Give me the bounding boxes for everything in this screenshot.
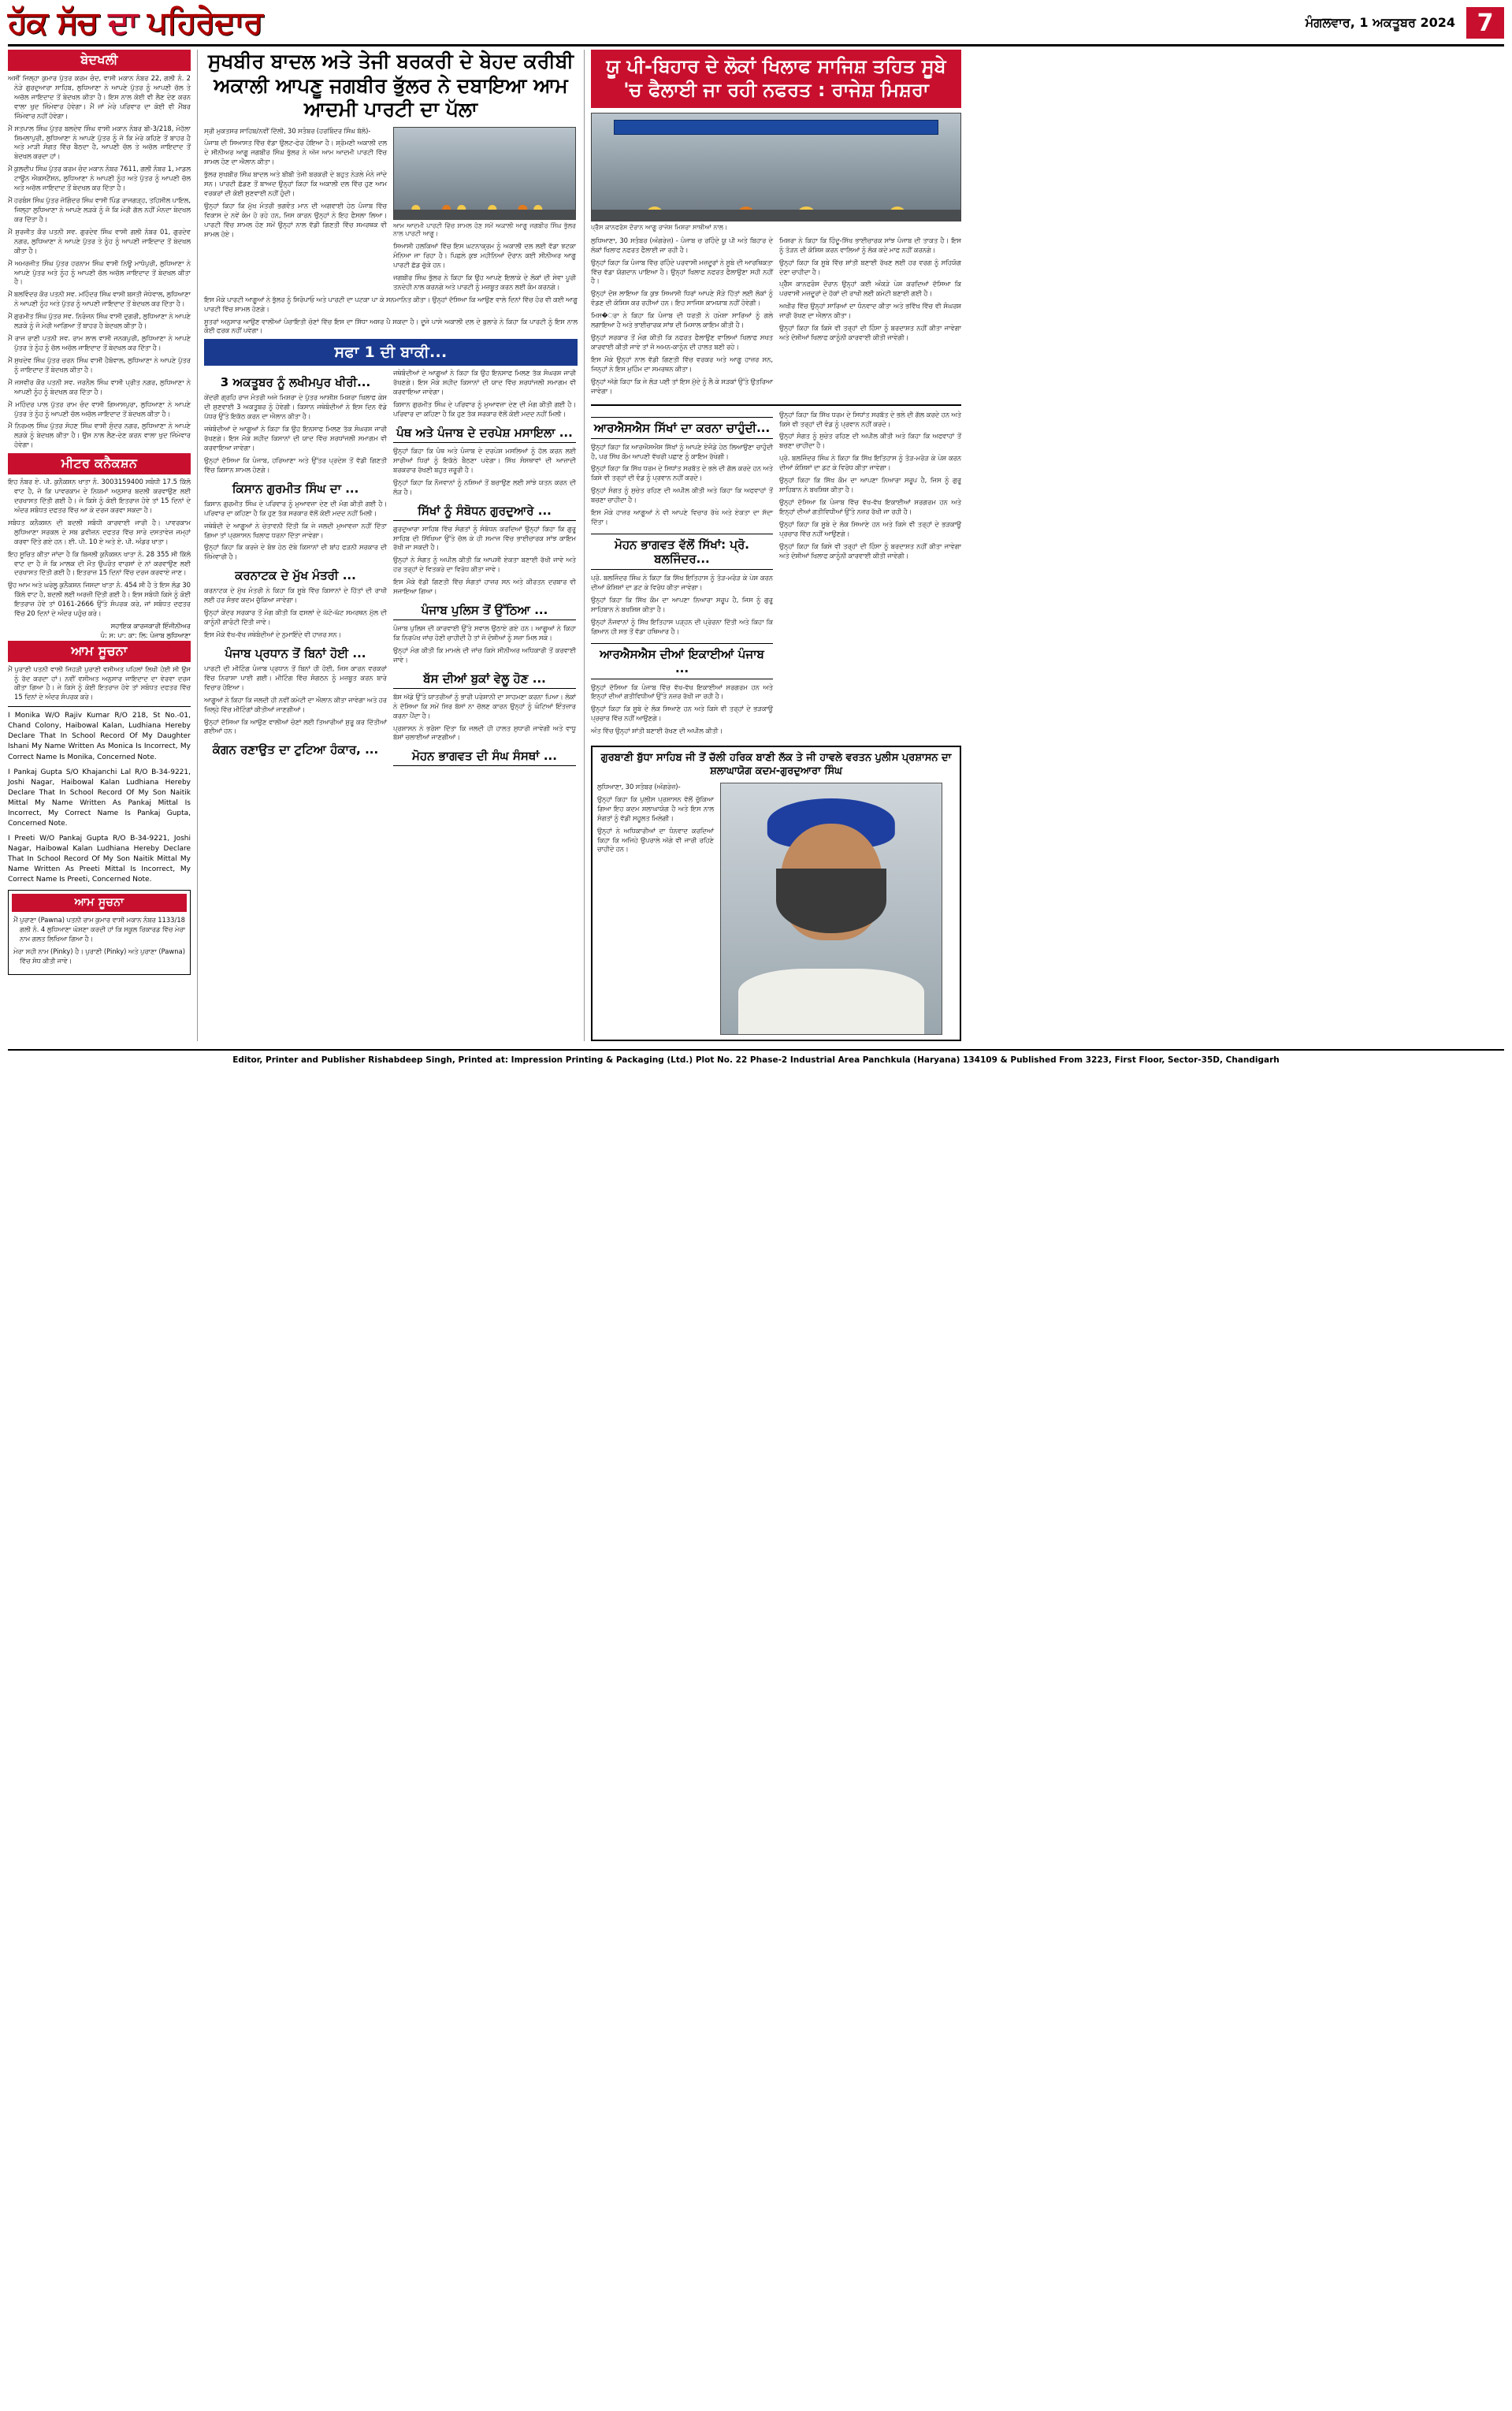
paragraph: ਇਸ ਮੌਕੇ ਹਾਜ਼ਰ ਆਗੂਆਂ ਨੇ ਵੀ ਆਪਣੇ ਵਿਚਾਰ ਰੱਖੇ ਅਤੇ ਏਕਤਾ ਦਾ ਸੱਦਾ ਦਿੱਤਾ। (591, 508, 773, 526)
logo-part2: ਦਾ (108, 5, 138, 41)
paragraph: ਉਨ੍ਹਾਂ ਕਿਹਾ ਕਿ ਪੰਜਾਬ ਵਿੱਚ ਰਹਿੰਦੇ ਪਰਵਾਸੀ ਮਜ਼ਦੂਰਾਂ ਨੇ ਸੂਬੇ ਦੀ ਆਰਥਿਕਤਾ ਵਿੱਚ ਵੱਡਾ ਯੋਗਦਾਨ ਪਾਇਆ ਹੈ। ਉਨ੍ਹਾਂ ਖਿਲਾਫ ਨਫਰਤ ਫੈਲਾਉਣਾ ਸਹੀ ਨਹੀਂ ਹੈ। (591, 258, 773, 285)
paragraph: ਜਗਬੀਰ ਸਿੰਘ ਭੁੱਲਰ ਨੇ ਕਿਹਾ ਕਿ ਉਹ ਆਪਣੇ ਇਲਾਕੇ ਦੇ ਲੋਕਾਂ ਦੀ ਸੇਵਾ ਪੂਰੀ ਤਨਦੇਹੀ ਨਾਲ ਕਰਨਗੇ ਅਤੇ ਪਾਰਟੀ ਨੂੰ ਮਜ਼ਬੂਤ ਕਰਨ ਲਈ ਕੰਮ ਕਰਨਗੇ। (393, 273, 576, 291)
paragraph: ਉਨ੍ਹਾਂ ਨੌਜਵਾਨਾਂ ਨੂੰ ਸਿੱਖ ਇਤਿਹਾਸ ਪੜ੍ਹਨ ਦੀ ਪ੍ਰੇਰਨਾ ਦਿੱਤੀ ਅਤੇ ਕਿਹਾ ਕਿ ਗਿਆਨ ਹੀ ਸਭ ਤੋਂ ਵੱਡਾ ਹਥਿਆਰ ਹੈ। (591, 617, 773, 635)
paragraph: ਸਿਆਸੀ ਹਲਕਿਆਂ ਵਿੱਚ ਇਸ ਘਟਨਾਕ੍ਰਮ ਨੂੰ ਅਕਾਲੀ ਦਲ ਲਈ ਵੱਡਾ ਝਟਕਾ ਮੰਨਿਆ ਜਾ ਰਿਹਾ ਹੈ। ਪਿਛਲੇ ਕੁਝ ਮਹੀਨਿਆਂ ਦੌਰਾਨ ਕਈ ਸੀਨੀਅਰ ਆਗੂ ਪਾਰਟੀ ਛੱਡ ਚੁੱਕੇ ਹਨ। (393, 242, 576, 269)
bottom-box-text (597, 783, 714, 858)
box-head: ਆਰਐਸਐਸ ਸਿੱਖਾਂ ਦਾ ਕਰਨਾ ਚਾਹੁੰਦੀ... (591, 417, 773, 439)
jump-head: ਕਰਨਾਟਕ ਦੇ ਮੁੱਖ ਮੰਤਰੀ ... (235, 568, 356, 583)
section-bar-notice: ਆਮ ਸੂਚਨਾ (8, 641, 191, 662)
box-head: ਆਰਐਸਐਸ ਦੀਆਂ ਇਕਾਈਆਂ ਪੰਜਾਬ ... (591, 643, 773, 679)
jump-head: ਕੰਗਨ ਰਣਾਉਤ ਦਾ ਟੁਟਿਆ ਹੰਕਾਰ, ... (212, 742, 379, 757)
masthead (8, 5, 1504, 47)
paragraph: ਅਖੀਰ ਵਿੱਚ ਉਨ੍ਹਾਂ ਸਾਰਿਆਂ ਦਾ ਧੰਨਵਾਦ ਕੀਤਾ ਅਤੇ ਭਵਿੱਖ ਵਿੱਚ ਵੀ ਸੰਘਰਸ਼ ਜਾਰੀ ਰੱਖਣ ਦਾ ਐਲਾਨ ਕੀਤਾ। (779, 302, 961, 320)
paragraph: ਪਾਰਟੀ ਦੀ ਮੀਟਿੰਗ ਪੰਜਾਬ ਪ੍ਰਧਾਨ ਤੋਂ ਬਿਨਾਂ ਹੀ ਹੋਈ, ਜਿਸ ਕਾਰਨ ਵਰਕਰਾਂ ਵਿੱਚ ਨਿਰਾਸ਼ਾ ਪਾਈ ਗਈ। ਮੀਟਿੰਗ ਵਿੱਚ ਸੰਗਠਨ ਨੂੰ ਮਜ਼ਬੂਤ ਕਰਨ ਬਾਰੇ ਵਿਚਾਰ ਹੋਇਆ। (204, 664, 387, 691)
paragraph: ਉਨ੍ਹਾਂ ਦੱਸਿਆ ਕਿ ਆਉਣ ਵਾਲੀਆਂ ਚੋਣਾਂ ਲਈ ਤਿਆਰੀਆਂ ਸ਼ੁਰੂ ਕਰ ਦਿੱਤੀਆਂ ਗਈਆਂ ਹਨ। (204, 717, 387, 735)
paragraph: ਉਨ੍ਹਾਂ ਕਿਹਾ ਕਿ ਸੂਬੇ ਵਿੱਚ ਸ਼ਾਂਤੀ ਬਣਾਈ ਰੱਖਣ ਲਈ ਹਰ ਵਰਗ ਨੂੰ ਸਹਿਯੋਗ ਦੇਣਾ ਚਾਹੀਦਾ ਹੈ। (779, 258, 961, 276)
paragraph: ਉਨ੍ਹਾਂ ਕਿਹਾ ਕਿ ਸੂਬੇ ਦੇ ਲੋਕ ਸਿਆਣੇ ਹਨ ਅਤੇ ਕਿਸੇ ਵੀ ਤਰ੍ਹਾਂ ਦੇ ਭੜਕਾਊ ਪ੍ਰਚਾਰ ਵਿੱਚ ਨਹੀਂ ਆਉਣਗੇ। (591, 705, 773, 723)
paragraph: ਉਨ੍ਹਾਂ ਕਿਹਾ ਕਿ ਪੁਲੀਸ ਪ੍ਰਸ਼ਾਸਨ ਵੱਲੋਂ ਚੁੱਕਿਆ ਗਿਆ ਇਹ ਕਦਮ ਸ਼ਲਾਘਾਯੋਗ ਹੈ ਅਤੇ ਇਸ ਨਾਲ ਸੰਗਤਾਂ ਨੂੰ ਵੱਡੀ ਸਹੂਲਤ ਮਿਲੇਗੀ। (597, 794, 714, 822)
jump-col-b (393, 369, 576, 770)
signature-line-1: ਸਹਾਇਕ ਕਾਰਜਕਾਰੀ ਇੰਜੀਨੀਅਰ (110, 622, 191, 631)
paragraph: ਜਥੇਬੰਦੀਆਂ ਦੇ ਆਗੂਆਂ ਨੇ ਕਿਹਾ ਕਿ ਉਹ ਇਨਸਾਫ ਮਿਲਣ ਤੱਕ ਸੰਘਰਸ਼ ਜਾਰੀ ਰੱਖਣਗੇ। ਇਸ ਮੌਕੇ ਸ਼ਹੀਦ ਕਿਸਾਨਾਂ ਦੀ ਯਾਦ ਵਿੱਚ ਸ਼ਰਧਾਂਜਲੀ ਸਮਾਗਮ ਵੀ ਕਰਵਾਇਆ ਜਾਵੇਗਾ। (393, 369, 576, 396)
paragraph: ਉਨ੍ਹਾਂ ਸੰਗਤ ਨੂੰ ਸੁਚੇਤ ਰਹਿਣ ਦੀ ਅਪੀਲ ਕੀਤੀ ਅਤੇ ਕਿਹਾ ਕਿ ਅਫਵਾਹਾਂ ਤੋਂ ਬਚਣਾ ਚਾਹੀਦਾ ਹੈ। (779, 432, 961, 450)
section-bar-meter: ਮੀਟਰ ਕਨੈਕਸ਼ਨ (8, 453, 191, 474)
paragraph: ਪ੍ਰੈੱਸ ਕਾਨਫਰੰਸ ਦੌਰਾਨ ਉਨ੍ਹਾਂ ਕਈ ਅੰਕੜੇ ਪੇਸ਼ ਕਰਦਿਆਂ ਦੱਸਿਆ ਕਿ ਪਰਵਾਸੀ ਮਜ਼ਦੂਰਾਂ ਦੇ ਹੱਕਾਂ ਦੀ ਰਾਖੀ ਲਈ ਕਮੇਟੀ ਬਣਾਈ ਗਈ ਹੈ। (779, 280, 961, 298)
bottom-box-head: ਗੁਰਬਾਣੀ ਬੁੱਧਾ ਸਾਹਿਬ ਜੀ ਤੋਂ ਚੱਲੀ ਹਰਿਕ ਬਾਣੀ ਲੱਕ ਤੇ ਜੀ ਹਾਵਲੇ ਵਰਤਨ ਪੁਲੀਸ ਪ੍ਰਸ਼ਾਸਨ ਦਾ ਸ਼ਲਾਘਾਯੋਗ ਕਦਮ-ਗੁਰਦੁਆਰਾ ਸਿੰਘ (600, 752, 952, 778)
list-item: I Pankaj Gupta S/O Khajanchi Lal R/O B-34-9221, Joshi Nagar, Haibowal Kalan Ludhiana Hereby Declare That In School Record Of My Son Naitik Mittal My Name Written As Pankaj Mittal Is Incorrect, My Correct Name Is Pankaj Gupta, Concerned Note. (8, 768, 191, 828)
paragraph: ਪੰਜਾਬ ਦੀ ਸਿਆਸਤ ਵਿੱਚ ਵੱਡਾ ਉਲਟ-ਫੇਰ ਹੋਇਆ ਹੈ। ਸ਼੍ਰੋਮਣੀ ਅਕਾਲੀ ਦਲ ਦੇ ਸੀਨੀਅਰ ਆਗੂ ਜਗਬੀਰ ਸਿੰਘ ਭੁੱਲਰ ਨੇ ਅੱਜ ਆਮ ਆਦਮੀ ਪਾਰਟੀ ਵਿੱਚ ਸ਼ਾਮਲ ਹੋਣ ਦਾ ਐਲਾਨ ਕੀਤਾ। (204, 139, 387, 166)
paragraph: ਭੁੱਲਰ ਸੁਖਬੀਰ ਸਿੰਘ ਬਾਦਲ ਅਤੇ ਬੀਬੀ ਤੇਜੀ ਬਰਕਰੀ ਦੇ ਬਹੁਤ ਨੇੜਲੇ ਮੰਨੇ ਜਾਂਦੇ ਸਨ। ਪਾਰਟੀ ਛੱਡਣ ਤੋਂ ਬਾਅਦ ਉਨ੍ਹਾਂ ਕਿਹਾ ਕਿ ਅਕਾਲੀ ਦਲ ਵਿੱਚ ਹੁਣ ਆਮ ਵਰਕਰਾਂ ਦੀ ਕੋਈ ਸੁਣਵਾਈ ਨਹੀਂ ਹੁੰਦੀ। (204, 170, 387, 198)
list-item: ਮੈਂ ਸਤਪਾਲ ਸਿੰਘ ਪੁੱਤਰ ਬਲਦੇਵ ਸਿੰਘ ਵਾਸੀ ਮਕਾਨ ਨੰਬਰ ਬੀ-3/218, ਮੋਹੱਲਾ ਸ਼ਿਮਲਾਪੁਰੀ, ਲੁਧਿਆਣਾ ਨੇ ਆਪਣੇ ਪੁੱਤਰ ਨੂੰ ਜੋ ਕਿ ਮੇਰੇ ਕਹਿਣੇ ਤੋਂ ਬਾਹਰ ਹੈ ਅਤੇ ਮਾੜੀ ਸੰਗਤ ਵਿੱਚ ਬੈਠਦਾ ਹੈ, ਆਪਣੀ ਚੱਲ ਤੇ ਅਚੱਲ ਜਾਇਦਾਦ ਤੋਂ ਬੇਦਖਲ ਕਰਦਾ ਹਾਂ। (8, 124, 191, 161)
section-bar-bedakhli: ਬੇਦਖਲੀ (8, 50, 191, 71)
paragraph: ਉਨ੍ਹਾਂ ਦੱਸਿਆ ਕਿ ਪੰਜਾਬ, ਹਰਿਆਣਾ ਅਤੇ ਉੱਤਰ ਪ੍ਰਦੇਸ਼ ਤੋਂ ਵੱਡੀ ਗਿਣਤੀ ਵਿੱਚ ਕਿਸਾਨ ਸ਼ਾਮਲ ਹੋਣਗੇ। (204, 456, 387, 474)
paragraph: ਜਥੇਬੰਦੀਆਂ ਦੇ ਆਗੂਆਂ ਨੇ ਕਿਹਾ ਕਿ ਉਹ ਇਨਸਾਫ ਮਿਲਣ ਤੱਕ ਸੰਘਰਸ਼ ਜਾਰੀ ਰੱਖਣਗੇ। ਇਸ ਮੌਕੇ ਸ਼ਹੀਦ ਕਿਸਾਨਾਂ ਦੀ ਯਾਦ ਵਿੱਚ ਸ਼ਰਧਾਂਜਲੀ ਸਮਾਗਮ ਵੀ ਕਰਵਾਇਆ ਜਾਵੇਗਾ। (204, 425, 387, 452)
lead-headline: ਸੁਖਬੀਰ ਬਾਦਲ ਅਤੇ ਤੇਜੀ ਬਰਕਰੀ ਦੇ ਬੇਹਦ ਕਰੀਬੀ ਅਕਾਲੀ ਆਪਣੂ ਜਗਬੀਰ ਭੁੱਲਰ ਨੇ ਦਬਾਇਆ ਆਮ ਆਦਮੀ ਪਾਰਟੀ ਦਾ ਪੱਲਾ (207, 50, 574, 121)
masthead-right (1306, 7, 1504, 39)
paragraph: ਉਨ੍ਹਾਂ ਕਿਹਾ ਕਿ ਸੂਬੇ ਦੇ ਲੋਕ ਸਿਆਣੇ ਹਨ ਅਤੇ ਕਿਸੇ ਵੀ ਤਰ੍ਹਾਂ ਦੇ ਭੜਕਾਊ ਪ੍ਰਚਾਰ ਵਿੱਚ ਨਹੀਂ ਆਉਣਗੇ। (779, 519, 961, 538)
publication-date: ਮੰਗਲਵਾਰ, 1 ਅਕਤੂਬਰ 2024 (1305, 15, 1455, 30)
list-item: ਅਸੀਂ ਜਿਲ੍ਹਾ ਕੁਮਾਰ ਪੁੱਤਰ ਕਰਮ ਚੰਦ, ਵਾਸੀ ਮਕਾਨ ਨੰਬਰ 22, ਗਲੀ ਨੰ. 2 ਨੇੜੇ ਗੁਰਦੁਆਰਾ ਸਾਹਿਬ, ਲੁਧਿਆਣਾ ਨੇ ਆਪਣੇ ਪੁੱਤਰ ਨੂੰ ਆਪਣੀ ਚੱਲ ਤੇ ਅਚੱਲ ਜਾਇਦਾਦ ਤੋਂ ਬੇਦਖਲ ਕੀਤਾ ਹੈ। ਇਸ ਨਾਲ ਕੋਈ ਵੀ ਲੈਣ ਦੇਣ ਕਰਨ ਵਾਲਾ ਖੁਦ ਜਿੰਮੇਵਾਰ ਹੋਵੇਗਾ। ਮੈਂ ਜਾਂ ਮੇਰੇ ਪਰਿਵਾਰ ਦਾ ਕੋਈ ਵੀ ਮੈਂਬਰ ਜਿੰਮੇਵਾਰ ਨਹੀਂ ਹੋਵੇਗਾ। (8, 74, 191, 120)
jump-head: ਪੰਥ ਅਤੇ ਪੰਜਾਬ ਦੇ ਦਰਪੇਸ਼ ਮਸਾਇਲਾ ... (393, 426, 576, 443)
paragraph: ਇਸ ਮੌਕੇ ਪਾਰਟੀ ਆਗੂਆਂ ਨੇ ਭੁੱਲਰ ਨੂੰ ਸਿਰੋਪਾਓ ਅਤੇ ਪਾਰਟੀ ਦਾ ਪਟਕਾ ਪਾ ਕੇ ਸਨਮਾਨਿਤ ਕੀਤਾ। ਉਨ੍ਹਾਂ ਦੱਸਿਆ ਕਿ ਆਉਣ ਵਾਲੇ ਦਿਨਾਂ ਵਿੱਚ ਹੋਰ ਵੀ ਕਈ ਆਗੂ ਪਾਰਟੀ ਵਿੱਚ ਸ਼ਾਮਲ ਹੋਣਗੇ। (204, 295, 578, 313)
paragraph: ਗੁਰਦੁਆਰਾ ਸਾਹਿਬ ਵਿੱਚ ਸੰਗਤਾਂ ਨੂੰ ਸੰਬੋਧਨ ਕਰਦਿਆਂ ਉਨ੍ਹਾਂ ਕਿਹਾ ਕਿ ਗੁਰੂ ਸਾਹਿਬ ਦੀ ਸਿੱਖਿਆ ਉੱਤੇ ਚੱਲ ਕੇ ਹੀ ਸਮਾਜ ਵਿੱਚ ਭਾਈਚਾਰਕ ਸਾਂਝ ਕਾਇਮ ਰੱਖੀ ਜਾ ਸਕਦੀ ਹੈ। (393, 524, 576, 552)
list-item: ਮੈਂ ਜਸਵੀਰ ਕੌਰ ਪਤਨੀ ਸਵ. ਜਰਨੈਲ ਸਿੰਘ ਵਾਸੀ ਪ੍ਰੀਤ ਨਗਰ, ਲੁਧਿਆਣਾ ਨੇ ਆਪਣੀ ਨੂੰਹ ਨੂੰ ਬੇਦਖਲ ਕਰ ਦਿੱਤਾ ਹੈ। (8, 378, 191, 396)
paragraph: ਉਨ੍ਹਾਂ ਕਿਹਾ ਕਿ ਸਿੱਖ ਧਰਮ ਦੇ ਸਿਧਾਂਤ ਸਰਬੱਤ ਦੇ ਭਲੇ ਦੀ ਗੱਲ ਕਰਦੇ ਹਨ ਅਤੇ ਕਿਸੇ ਵੀ ਤਰ੍ਹਾਂ ਦੀ ਵੰਡ ਨੂੰ ਪ੍ਰਵਾਨ ਨਹੀਂ ਕਰਦੇ। (779, 410, 961, 428)
paragraph: ਇਸ ਮੌਕੇ ਵੱਡੀ ਗਿਣਤੀ ਵਿੱਚ ਸੰਗਤਾਂ ਹਾਜ਼ਰ ਸਨ ਅਤੇ ਕੀਰਤਨ ਦਰਬਾਰ ਵੀ ਸਜਾਇਆ ਗਿਆ। (393, 578, 576, 596)
beard-shape (776, 869, 886, 934)
paragraph: ਉਨ੍ਹਾਂ ਕੇਂਦਰ ਸਰਕਾਰ ਤੋਂ ਮੰਗ ਕੀਤੀ ਕਿ ਫਸਲਾਂ ਦੇ ਘੱਟੋ-ਘੱਟ ਸਮਰਥਨ ਮੁੱਲ ਦੀ ਕਾਨੂੰਨੀ ਗਾਰੰਟੀ ਦਿੱਤੀ ਜਾਵੇ। (204, 608, 387, 627)
list-item: ਮੈਂ ਕੁਲਦੀਪ ਸਿੰਘ ਪੁੱਤਰ ਕਰਮ ਚੰਦ ਮਕਾਨ ਨੰਬਰ 7611, ਗਲੀ ਨੰਬਰ 1, ਮਾਡਲ ਟਾਊਨ ਐਕਸਟੈਂਸ਼ਨ, ਲੁਧਿਆਣਾ ਨੇ ਆਪਣੀ ਨੂੰਹ ਅਤੇ ਪੁੱਤਰ ਨੂੰ ਆਪਣੀ ਚੱਲ ਅਤੇ ਅਚੱਲ ਜਾਇਦਾਦ ਤੋਂ ਬੇਦਖਲ ਕਰ ਦਿੱਤਾ ਹੈ। (8, 165, 191, 192)
dateline: ਲੁਧਿਆਣਾ, 30 ਸਤੰਬਰ (ਅੰਗਰੇਜ਼)- (597, 782, 681, 791)
press-photo-caption: ਪ੍ਰੈੱਸ ਕਾਨਫਰੰਸ ਦੌਰਾਨ ਆਗੂ ਰਾਜੇਸ਼ ਮਿਸ਼ਰਾ ਸਾਥੀਆਂ ਨਾਲ। (591, 224, 728, 231)
list-item: ਮੇਰਾ ਸਹੀ ਨਾਮ (Pinky) ਹੈ। ਪੁਰਾਣੀ (Pinky) ਅਤੇ ਪੁਰਾਣਾ (Pawna) ਵਿੱਚ ਸੋਧ ਕੀਤੀ ਜਾਵੇ। (13, 947, 185, 965)
list-item: ਮੈਂ ਅਮਰਜੀਤ ਸਿੰਘ ਪੁੱਤਰ ਹਰਨਾਮ ਸਿੰਘ ਵਾਸੀ ਨਿਊ ਮਾਧੋਪੁਰੀ, ਲੁਧਿਆਣਾ ਨੇ ਆਪਣੇ ਪੁੱਤਰ ਅਤੇ ਨੂੰਹ ਨੂੰ ਆਪਣੀ ਚੱਲ ਅਚੱਲ ਜਾਇਦਾਦ ਤੋਂ ਬੇਦਖਲ ਕੀਤਾ ਹੈ। (8, 259, 191, 286)
section-bar-notice-2: ਆਮ ਸੂਚਨਾ (12, 894, 187, 912)
notice-english-list (8, 711, 191, 885)
list-item: ਮੈਂ ਰਾਜ ਰਾਣੀ ਪਤਨੀ ਸਵ. ਰਾਮ ਲਾਲ ਵਾਸੀ ਜਨਕਪੁਰੀ, ਲੁਧਿਆਣਾ ਨੇ ਆਪਣੇ ਪੁੱਤਰ ਤੇ ਨੂੰਹ ਨੂੰ ਚੱਲ ਅਚੱਲ ਜਾਇਦਾਦ ਤੋਂ ਬੇਦਖਲ ਕਰ ਦਿੱਤਾ ਹੈ। (8, 334, 191, 352)
paragraph: ਸੂਤਰਾਂ ਅਨੁਸਾਰ ਆਉਣ ਵਾਲੀਆਂ ਪੰਚਾਇਤੀ ਚੋਣਾਂ ਵਿੱਚ ਇਸ ਦਾ ਸਿੱਧਾ ਅਸਰ ਪੈ ਸਕਦਾ ਹੈ। ਦੂਜੇ ਪਾਸੇ ਅਕਾਲੀ ਦਲ ਦੇ ਬੁਲਾਰੇ ਨੇ ਕਿਹਾ ਕਿ ਪਾਰਟੀ ਨੂੰ ਇਸ ਨਾਲ ਕੋਈ ਫਰਕ ਨਹੀਂ ਪਵੇਗਾ। (204, 317, 578, 335)
list-item: I Monika W/O Rajiv Kumar R/O 218, St No.-01, Chand Colony, Haibowal Kalan, Ludhiana Hereby Declare That In School Record Of My Daughter Ishani My Name Written As Monica Is Incorrect, My Correct Name Is Monika, Concerned Note. (8, 712, 191, 761)
column-classifieds (8, 50, 191, 975)
paragraph: ਪ੍ਰਸ਼ਾਸਨ ਨੇ ਭਰੋਸਾ ਦਿੱਤਾ ਕਿ ਜਲਦੀ ਹੀ ਹਾਲਤ ਸੁਧਾਰੀ ਜਾਵੇਗੀ ਅਤੇ ਵਾਧੂ ਬੱਸਾਂ ਚਲਾਈਆਂ ਜਾਣਗੀਆਂ। (393, 724, 576, 742)
lead-photo (393, 127, 576, 220)
column-divider (584, 50, 585, 1041)
paragraph: ਉਨ੍ਹਾਂ ਕਿਹਾ ਕਿ ਸਿੱਖ ਕੌਮ ਦਾ ਆਪਣਾ ਨਿਆਰਾ ਸਰੂਪ ਹੈ, ਜਿਸ ਨੂੰ ਗੁਰੂ ਸਾਹਿਬਾਨ ਨੇ ਬਖਸ਼ਿਸ਼ ਕੀਤਾ ਹੈ। (591, 595, 773, 613)
paragraph: ਉਨ੍ਹਾਂ ਕਿਹਾ ਕਿ ਪੰਥ ਅਤੇ ਪੰਜਾਬ ਦੇ ਦਰਪੇਸ਼ ਮਸਲਿਆਂ ਨੂੰ ਹੱਲ ਕਰਨ ਲਈ ਸਾਰੀਆਂ ਧਿਰਾਂ ਨੂੰ ਇਕੱਠੇ ਬੈਠਣਾ ਪਵੇਗਾ। ਸਿੱਖ ਸੰਸਥਾਵਾਂ ਦੀ ਆਜ਼ਾਦੀ ਬਰਕਰਾਰ ਰੱਖਣੀ ਬਹੁਤ ਜ਼ਰੂਰੀ ਹੈ। (393, 447, 576, 474)
paragraph: ਜਥੇਬੰਦੀ ਦੇ ਆਗੂਆਂ ਨੇ ਚੇਤਾਵਨੀ ਦਿੱਤੀ ਕਿ ਜੇ ਜਲਦੀ ਮੁਆਵਜ਼ਾ ਨਹੀਂ ਦਿੱਤਾ ਗਿਆ ਤਾਂ ਪ੍ਰਸ਼ਾਸਨ ਖਿਲਾਫ ਧਰਨਾ ਦਿੱਤਾ ਜਾਵੇਗਾ। (204, 521, 387, 539)
paragraph: ਮਿਸ਼ਰਾ ਨੇ ਕਿਹਾ ਕਿ ਹਿੰਦੂ-ਸਿੱਖ ਭਾਈਚਾਰਕ ਸਾਂਝ ਪੰਜਾਬ ਦੀ ਤਾਕਤ ਹੈ। ਇਸ ਨੂੰ ਤੋੜਨ ਦੀ ਕੋਸ਼ਿਸ਼ ਕਰਨ ਵਾਲਿਆਂ ਨੂੰ ਲੋਕ ਕਦੇ ਮਾਫ ਨਹੀਂ ਕਰਨਗੇ। (779, 236, 961, 254)
paragraph: ਕੇਂਦਰੀ ਗ੍ਰਹਿ ਰਾਜ ਮੰਤਰੀ ਅਜੇ ਮਿਸ਼ਰਾ ਦੇ ਪੁੱਤਰ ਆਸ਼ੀਸ਼ ਮਿਸ਼ਰਾ ਖਿਲਾਫ ਕੇਸ ਦੀ ਸੁਣਵਾਈ 3 ਅਕਤੂਬਰ ਨੂੰ ਹੋਵੇਗੀ। ਕਿਸਾਨ ਜਥੇਬੰਦੀਆਂ ਨੇ ਇਸ ਦਿਨ ਵੱਡੇ ਪੱਧਰ ਉੱਤੇ ਇਕੱਠ ਕਰਨ ਦਾ ਐਲਾਨ ਕੀਤਾ ਹੈ। (204, 393, 387, 421)
list-item: ਮੈਂ ਪੁਰਾਣਾ (Pawna) ਪਤਨੀ ਰਾਮ ਕੁਮਾਰ ਵਾਸੀ ਮਕਾਨ ਨੰਬਰ 1133/18 ਗਲੀ ਨੰ. 4 ਲੁਧਿਆਣਾ ਘੋਸ਼ਣਾ ਕਰਦੀ ਹਾਂ ਕਿ ਸਕੂਲ ਰਿਕਾਰਡ ਵਿੱਚ ਮੇਰਾ ਨਾਮ ਗਲਤ ਲਿਖਿਆ ਗਿਆ ਹੈ। (13, 916, 185, 943)
paragraph: ਉਨ੍ਹਾਂ ਸਰਕਾਰ ਤੋਂ ਮੰਗ ਕੀਤੀ ਕਿ ਨਫਰਤ ਫੈਲਾਉਣ ਵਾਲਿਆਂ ਖਿਲਾਫ ਸਖਤ ਕਾਰਵਾਈ ਕੀਤੀ ਜਾਵੇ ਤਾਂ ਜੋ ਅਮਨ-ਕਾਨੂੰਨ ਦੀ ਹਾਲਤ ਬਣੀ ਰਹੇ। (591, 333, 773, 352)
page-columns (8, 50, 1504, 1041)
column-divider (197, 50, 198, 1041)
jump-head: ਸਿੱਖਾਂ ਨੂੰ ਸੰਬੋਧਨ ਗੁਰਦੁਆਰੇ ... (393, 504, 576, 521)
box-head: ਮੋਹਨ ਭਾਗਵਤ ਵੱਲੋਂ ਸਿੱਖਾਂ: ਪ੍ਰੋ. ਬਲਜਿੰਦਰ... (591, 534, 773, 570)
list-item: ਮੈਂ ਨਿਰਮਲ ਸਿੰਘ ਪੁੱਤਰ ਸੋਹਣ ਸਿੰਘ ਵਾਸੀ ਸੁੰਦਰ ਨਗਰ, ਲੁਧਿਆਣਾ ਨੇ ਆਪਣੇ ਲੜਕੇ ਨੂੰ ਬੇਦਖਲ ਕੀਤਾ ਹੈ। ਉਸ ਨਾਲ ਲੈਣ-ਦੇਣ ਕਰਨ ਵਾਲਾ ਖੁਦ ਜਿੰਮੇਵਾਰ ਹੋਵੇਗਾ। (8, 422, 191, 449)
list-item: ਮੈਂ ਸੁਖਦੇਵ ਸਿੰਘ ਪੁੱਤਰ ਚਰਨ ਸਿੰਘ ਵਾਸੀ ਹੈਬੋਵਾਲ, ਲੁਧਿਆਣਾ ਨੇ ਆਪਣੇ ਪੁੱਤਰ ਨੂੰ ਜਾਇਦਾਦ ਤੋਂ ਬੇਦਖਲ ਕੀਤਾ ਹੈ। (8, 355, 191, 374)
paragraph: ਉਨ੍ਹਾਂ ਕਿਹਾ ਕਿ ਆਰਐਸਐਸ ਸਿੱਖਾਂ ਨੂੰ ਆਪਣੇ ਏਜੰਡੇ ਹੇਠ ਲਿਆਉਣਾ ਚਾਹੁੰਦੀ ਹੈ, ਪਰ ਸਿੱਖ ਕੌਮ ਆਪਣੀ ਵੱਖਰੀ ਪਛਾਣ ਨੂੰ ਕਾਇਮ ਰੱਖੇਗੀ। (591, 442, 773, 460)
list-item: ਮੈਂ ਬਲਵਿੰਦਰ ਕੌਰ ਪਤਨੀ ਸਵ. ਮਹਿੰਦਰ ਸਿੰਘ ਵਾਸੀ ਬਸਤੀ ਜੋਧੇਵਾਲ, ਲੁਧਿਆਣਾ ਨੇ ਆਪਣੀ ਨੂੰਹ ਅਤੇ ਪੁੱਤਰ ਨੂੰ ਆਪਣੀ ਜਾਇਦਾਦ ਤੋਂ ਬੇਦਖਲ ਕਰ ਦਿੱਤਾ ਹੈ। (8, 290, 191, 308)
list-item: ਉਹ ਆਮ ਅਤੇ ਘਰੇਲੂ ਕੁਨੈਕਸ਼ਨ ਜਿਸਦਾ ਖਾਤਾ ਨੰ. 454 ਸੀ ਹੈ ਤੇ ਇਸ ਲੋਡ 30 ਕਿੱਲੋ ਵਾਟ ਹੈ, ਬਦਲੀ ਲਈ ਅਰਜ਼ੀ ਦਿੱਤੀ ਗਈ ਹੈ। ਇਸ ਸਬੰਧੀ ਕਿਸੇ ਨੂੰ ਕੋਈ ਇਤਰਾਜ਼ ਹੋਵੇ ਤਾਂ 0161-2666 ਉੱਤੇ ਸੰਪਰਕ ਕਰੇ, ਜਾਂ ਸਬੰਧਤ ਦਫਤਰ ਵਿੱਚ 20 ਦਿਨਾਂ ਦੇ ਅੰਦਰ ਪਹੁੰਚ ਕਰੇ। (8, 581, 191, 618)
paragraph: ਉਨ੍ਹਾਂ ਸੰਗਤ ਨੂੰ ਸੁਚੇਤ ਰਹਿਣ ਦੀ ਅਪੀਲ ਕੀਤੀ ਅਤੇ ਕਿਹਾ ਕਿ ਅਫਵਾਹਾਂ ਤੋਂ ਬਚਣਾ ਚਾਹੀਦਾ ਹੈ। (591, 486, 773, 504)
lead-col-b (393, 127, 576, 296)
paragraph: ਕਿਸਾਨ ਗੁਰਮੀਤ ਸਿੰਘ ਦੇ ਪਰਿਵਾਰ ਨੂੰ ਮੁਆਵਜ਼ਾ ਦੇਣ ਦੀ ਮੰਗ ਕੀਤੀ ਗਈ ਹੈ। ਪਰਿਵਾਰ ਦਾ ਕਹਿਣਾ ਹੈ ਕਿ ਹੁਣ ਤੱਕ ਸਰਕਾਰ ਵੱਲੋਂ ਕੋਈ ਮਦਦ ਨਹੀਂ ਮਿਲੀ। (204, 499, 387, 517)
paragraph: ਕਰਨਾਟਕ ਦੇ ਮੁੱਖ ਮੰਤਰੀ ਨੇ ਕਿਹਾ ਕਿ ਸੂਬੇ ਵਿੱਚ ਕਿਸਾਨਾਂ ਦੇ ਹਿੱਤਾਂ ਦੀ ਰਾਖੀ ਲਈ ਹਰ ਸੰਭਵ ਕਦਮ ਚੁੱਕਿਆ ਜਾਵੇਗਾ। (204, 586, 387, 605)
meter-signature (8, 622, 191, 641)
shoulders-shape (738, 969, 923, 1034)
list-item: ਮੈਂ ਸੁਰਜੀਤ ਕੌਰ ਪਤਨੀ ਸਵ. ਗੁਰਦੇਵ ਸਿੰਘ ਵਾਸੀ ਗਲੀ ਨੰਬਰ 01, ਗੁਰਦੇਵ ਨਗਰ, ਲੁਧਿਆਣਾ ਨੇ ਆਪਣੇ ਪੁੱਤਰ ਤੇ ਨੂੰਹ ਨੂੰ ਆਪਣੀ ਜਾਇਦਾਦ ਤੋਂ ਬੇਦਖਲ ਕੀਤਾ ਹੈ। (8, 227, 191, 255)
page-footer: Editor, Printer and Publisher Rishabdeep Singh, Printed at: Impression Printing & Packaging (Ltd.) Plot No. 22 Phase-2 Industrial Area Panchkula (Haryana) 134109 & Published From 3223, First Floor, Sector-35D, Chandigarh (8, 1049, 1504, 1071)
logo-part3: ਪਹਿਰੇਦਾਰ (147, 5, 262, 41)
signature-line-2: ਪੰ: ਸ: ਪਾ: ਕਾ: ਲਿ: ਪੰਜਾਬ ਲੁਧਿਆਣਾ (100, 631, 191, 639)
press-conference-photo (591, 113, 961, 221)
paragraph: ਉਨ੍ਹਾਂ ਮੰਗ ਕੀਤੀ ਕਿ ਮਾਮਲੇ ਦੀ ਜਾਂਚ ਕਿਸੇ ਸੀਨੀਅਰ ਅਧਿਕਾਰੀ ਤੋਂ ਕਰਵਾਈ ਜਾਵੇ। (393, 646, 576, 664)
bottom-news-box (591, 746, 961, 1040)
paragraph: ਉਨ੍ਹਾਂ ਅੱਗੇ ਕਿਹਾ ਕਿ ਜੇ ਲੋੜ ਪਈ ਤਾਂ ਇਸ ਮੁੱਦੇ ਨੂੰ ਲੈ ਕੇ ਸੜਕਾਂ ਉੱਤੇ ਉਤਰਿਆ ਜਾਵੇਗਾ। (591, 377, 773, 395)
notice2-list (13, 916, 185, 966)
second-col-a (591, 236, 773, 400)
paragraph: ਕਿਸਾਨ ਗੁਰਮੀਤ ਸਿੰਘ ਦੇ ਪਰਿਵਾਰ ਨੂੰ ਮੁਆਵਜ਼ਾ ਦੇਣ ਦੀ ਮੰਗ ਕੀਤੀ ਗਈ ਹੈ। ਪਰਿਵਾਰ ਦਾ ਕਹਿਣਾ ਹੈ ਕਿ ਹੁਣ ਤੱਕ ਸਰਕਾਰ ਵੱਲੋਂ ਕੋਈ ਮਦਦ ਨਹੀਂ ਮਿਲੀ। (393, 400, 576, 419)
paragraph: ਆਗੂਆਂ ਨੇ ਕਿਹਾ ਕਿ ਜਲਦੀ ਹੀ ਨਵੀਂ ਕਮੇਟੀ ਦਾ ਐਲਾਨ ਕੀਤਾ ਜਾਵੇਗਾ ਅਤੇ ਹਰ ਜ਼ਿਲ੍ਹੇ ਵਿੱਚ ਮੀਟਿੰਗਾਂ ਕੀਤੀਆਂ ਜਾਣਗੀਆਂ। (204, 695, 387, 713)
meter-list (8, 478, 191, 619)
paragraph: ਉਨ੍ਹਾਂ ਕਿਹਾ ਕਿ ਕਿਸੇ ਵੀ ਤਰ੍ਹਾਂ ਦੀ ਹਿੰਸਾ ਨੂੰ ਬਰਦਾਸ਼ਤ ਨਹੀਂ ਕੀਤਾ ਜਾਵੇਗਾ ਅਤੇ ਦੋਸ਼ੀਆਂ ਖਿਲਾਫ ਕਾਨੂੰਨੀ ਕਾਰਵਾਈ ਕੀਤੀ ਜਾਵੇਗੀ। (779, 324, 961, 342)
notice-punjabi (8, 665, 191, 703)
paragraph: ਉਨ੍ਹਾਂ ਨੇ ਸੰਗਤ ਨੂੰ ਅਪੀਲ ਕੀਤੀ ਕਿ ਆਪਸੀ ਏਕਤਾ ਬਣਾਈ ਰੱਖੀ ਜਾਵੇ ਅਤੇ ਹਰ ਤਰ੍ਹਾਂ ਦੇ ਵਿਤਕਰੇ ਦਾ ਵਿਰੋਧ ਕੀਤਾ ਜਾਵੇ। (393, 556, 576, 574)
bottom-box-photo-wrap (720, 783, 942, 1035)
jump-head: ਪੰਜਾਬ ਪ੍ਰਧਾਨ ਤੋਂ ਬਿਨਾਂ ਹੋਈ ... (225, 646, 366, 660)
paragraph: ਪ੍ਰੋ. ਬਲਜਿੰਦਰ ਸਿੰਘ ਨੇ ਕਿਹਾ ਕਿ ਸਿੱਖ ਇਤਿਹਾਸ ਨੂੰ ਤੋੜ-ਮਰੋੜ ਕੇ ਪੇਸ਼ ਕਰਨ ਦੀਆਂ ਕੋਸ਼ਿਸ਼ਾਂ ਦਾ ਡਟ ਕੇ ਵਿਰੋਧ ਕੀਤਾ ਜਾਵੇਗਾ। (591, 574, 773, 591)
jump-col-a (204, 369, 387, 761)
paragraph: ਉਨ੍ਹਾਂ ਕਿਹਾ ਕਿ ਕਰਜ਼ੇ ਦੇ ਬੋਝ ਹੇਠ ਦੱਬੇ ਕਿਸਾਨਾਂ ਦੀ ਬਾਂਹ ਫੜਨੀ ਸਰਕਾਰ ਦੀ ਜ਼ਿੰਮੇਵਾਰੀ ਹੈ। (204, 543, 387, 561)
list-item: ਸਬੰਧਤ ਕਨੈਕਸ਼ਨ ਦੀ ਬਦਲੀ ਸਬੰਧੀ ਕਾਰਵਾਈ ਜਾਰੀ ਹੈ। ਪਾਵਰਕਾਮ ਲੁਧਿਆਣਾ ਸਰਕਲ ਦੇ ਸਬ ਡਵੀਜ਼ਨ ਦਫਤਰ ਵਿੱਚ ਸਾਰੇ ਦਸਤਾਵੇਜ਼ ਜਮ੍ਹਾਂ ਕਰਵਾ ਦਿੱਤੇ ਗਏ ਹਨ। ਈ. ਪੀ. 10 ਏ ਅਤੇ ਏ. ਪੀ. ਅੰਡਰ ਖਾਤਾ। (8, 518, 191, 545)
paragraph: ਅੰਤ ਵਿੱਚ ਉਨ੍ਹਾਂ ਸ਼ਾਂਤੀ ਬਣਾਈ ਰੱਖਣ ਦੀ ਅਪੀਲ ਕੀਤੀ। (591, 727, 723, 735)
second-lead-body (591, 236, 961, 400)
list-item: ਇਹ ਨੰਬਰ ਏ. ਪੀ. ਕੁਨੈਕਸ਼ਨ ਖਾਤਾ ਨੰ. 3003159400 ਸਬੰਧੀ 17.5 ਕਿੱਲੋ ਵਾਟ ਹੈ, ਜੋ ਕਿ ਪਾਵਰਕਾਮ ਦੇ ਨਿਯਮਾਂ ਅਨੁਸਾਰ ਬਦਲੀ ਕਰਵਾਉਣ ਲਈ ਦਰਖਾਸਤ ਦਿੱਤੀ ਗਈ ਹੈ। ਜੇ ਕਿਸੇ ਨੂੰ ਕੋਈ ਇਤਰਾਜ਼ ਹੋਵੇ ਤਾਂ 15 ਦਿਨਾਂ ਦੇ ਅੰਦਰ ਸਬੰਧਤ ਦਫਤਰ ਵਿੱਚ ਆ ਕੇ ਦਰਜ ਕਰਵਾ ਸਕਦਾ ਹੈ। (8, 478, 191, 514)
jump-columns (204, 369, 578, 770)
jump-head: ਬੱਸ ਦੀਆਂ ਬੁਕਾਂ ਵੇਲੂ ਹੋਣ ... (393, 672, 576, 689)
paragraph: ਪ੍ਰੋ. ਬਲਜਿੰਦਰ ਸਿੰਘ ਨੇ ਕਿਹਾ ਕਿ ਸਿੱਖ ਇਤਿਹਾਸ ਨੂੰ ਤੋੜ-ਮਰੋੜ ਕੇ ਪੇਸ਼ ਕਰਨ ਦੀਆਂ ਕੋਸ਼ਿਸ਼ਾਂ ਦਾ ਡਟ ਕੇ ਵਿਰੋਧ ਕੀਤਾ ਜਾਵੇਗਾ। (779, 454, 961, 472)
list-item: ਇਹ ਸੂਚਿਤ ਕੀਤਾ ਜਾਂਦਾ ਹੈ ਕਿ ਬਿਜਲੀ ਕੁਨੈਕਸ਼ਨ ਖਾਤਾ ਨੰ. 28 355 ਸੀ ਕਿੱਲੋ ਵਾਟ ਦਾ ਹੈ ਜੋ ਕਿ ਮਾਲਕ ਦੀ ਮੌਤ ਉਪਰੰਤ ਵਾਰਸਾਂ ਦੇ ਨਾਂ ਕਰਵਾਉਣ ਲਈ ਦਰਖਾਸਤ ਦਿੱਤੀ ਗਈ ਹੈ। ਇਤਰਾਜ਼ 15 ਦਿਨਾਂ ਵਿੱਚ ਦਰਜ ਕਰਵਾਏ ਜਾਣ। (8, 549, 191, 577)
paragraph: ਉਨ੍ਹਾਂ ਕਿਹਾ ਕਿ ਮੁੱਖ ਮੰਤਰੀ ਭਗਵੰਤ ਮਾਨ ਦੀ ਅਗਵਾਈ ਹੇਠ ਪੰਜਾਬ ਵਿੱਚ ਵਿਕਾਸ ਦੇ ਨਵੇਂ ਕੰਮ ਹੋ ਰਹੇ ਹਨ, ਜਿਸ ਕਾਰਨ ਉਨ੍ਹਾਂ ਨੇ ਇਹ ਫੈਸਲਾ ਲਿਆ। ਪਾਰਟੀ ਵਿੱਚ ਸ਼ਾਮਲ ਹੋਣ ਸਮੇਂ ਉਨ੍ਹਾਂ ਨਾਲ ਵੱਡੀ ਗਿਣਤੀ ਵਿੱਚ ਸਮਰਥਕ ਵੀ ਸ਼ਾਮਲ ਹੋਏ। (204, 201, 387, 238)
paragraph: ਇਸ ਮੌਕੇ ਵੱਖ-ਵੱਖ ਜਥੇਬੰਦੀਆਂ ਦੇ ਨੁਮਾਇੰਦੇ ਵੀ ਹਾਜ਼ਰ ਸਨ। (204, 630, 342, 638)
portrait-photo (720, 783, 942, 1035)
paragraph: ਉਨ੍ਹਾਂ ਦੋਸ਼ ਲਾਇਆ ਕਿ ਕੁਝ ਸਿਆਸੀ ਧਿਰਾਂ ਆਪਣੇ ਸੌੜੇ ਹਿੱਤਾਂ ਲਈ ਲੋਕਾਂ ਨੂੰ ਵੰਡਣ ਦੀ ਕੋਸ਼ਿਸ਼ ਕਰ ਰਹੀਆਂ ਹਨ। ਇਹ ਸਾਜਿਸ਼ ਕਾਮਯਾਬ ਨਹੀਂ ਹੋਵੇਗੀ। (591, 289, 773, 307)
paragraph: ਉਨ੍ਹਾਂ ਦੱਸਿਆ ਕਿ ਪੰਜਾਬ ਵਿੱਚ ਵੱਖ-ਵੱਖ ਇਕਾਈਆਂ ਸਰਗਰਮ ਹਨ ਅਤੇ ਇਨ੍ਹਾਂ ਦੀਆਂ ਗਤੀਵਿਧੀਆਂ ਉੱਤੇ ਨਜ਼ਰ ਰੱਖੀ ਜਾ ਰਹੀ ਹੈ। (779, 498, 961, 515)
paragraph: ਇਸ ਮੌਕੇ ਉਨ੍ਹਾਂ ਨਾਲ ਵੱਡੀ ਗਿਣਤੀ ਵਿੱਚ ਵਰਕਰ ਅਤੇ ਆਗੂ ਹਾਜ਼ਰ ਸਨ, ਜਿਨ੍ਹਾਂ ਨੇ ਇਸ ਮੁਹਿੰਮ ਦਾ ਸਮਰਥਨ ਕੀਤਾ। (591, 355, 773, 373)
sidebar-boxes (591, 411, 961, 740)
paragraph: ਬੱਸ ਅੱਡੇ ਉੱਤੇ ਯਾਤਰੀਆਂ ਨੂੰ ਭਾਰੀ ਪਰੇਸ਼ਾਨੀ ਦਾ ਸਾਹਮਣਾ ਕਰਨਾ ਪਿਆ। ਲੋਕਾਂ ਨੇ ਦੱਸਿਆ ਕਿ ਸਮੇਂ ਸਿਰ ਬੱਸਾਂ ਨਾ ਚੱਲਣ ਕਾਰਨ ਉਨ੍ਹਾਂ ਨੂੰ ਘੰਟਿਆਂ ਇੰਤਜ਼ਾਰ ਕਰਨਾ ਪੈਂਦਾ ਹੈ। (393, 692, 576, 720)
list-item: ਮੈਂ ਮਹਿੰਦਰ ਪਾਲ ਪੁੱਤਰ ਰਾਮ ਚੰਦ ਵਾਸੀ ਗਿਆਸਪੁਰਾ, ਲੁਧਿਆਣਾ ਨੇ ਆਪਣੇ ਪੁੱਤਰ ਤੇ ਨੂੰਹ ਨੂੰ ਆਪਣੀ ਚੱਲ ਅਚੱਲ ਜਾਇਦਾਦ ਤੋਂ ਬੇਦਖਲ ਕੀਤਾ ਹੈ। (8, 400, 191, 418)
second-col-b (779, 236, 961, 346)
paragraph: ਉਨ੍ਹਾਂ ਕਿਹਾ ਕਿ ਸਿੱਖ ਕੌਮ ਦਾ ਆਪਣਾ ਨਿਆਰਾ ਸਰੂਪ ਹੈ, ਜਿਸ ਨੂੰ ਗੁਰੂ ਸਾਹਿਬਾਨ ਨੇ ਬਖਸ਼ਿਸ਼ ਕੀਤਾ ਹੈ। (779, 476, 961, 494)
dateline: ਸ੍ਰੀ ਮੁਕਤਸਰ ਸਾਹਿਬ/ਨਵੀਂ ਦਿੱਲੀ, 30 ਸਤੰਬਰ (ਹਰਬਿੰਦਰ ਸਿੰਘ ਬੱਲੋ)- (204, 126, 371, 135)
jump-section-bar: ਸਫਾ 1 ਦੀ ਬਾਕੀ... (204, 339, 578, 366)
paragraph: ਉਨ੍ਹਾਂ ਨੇ ਅਧਿਕਾਰੀਆਂ ਦਾ ਧੰਨਵਾਦ ਕਰਦਿਆਂ ਕਿਹਾ ਕਿ ਅਜਿਹੇ ਉਪਰਾਲੇ ਅੱਗੇ ਵੀ ਜਾਰੀ ਰਹਿਣੇ ਚਾਹੀਦੇ ਹਨ। (597, 826, 714, 854)
column-lead-story (204, 50, 578, 770)
lead-photo-caption: ਆਮ ਆਦਮੀ ਪਾਰਟੀ ਵਿੱਚ ਸ਼ਾਮਲ ਹੋਣ ਸਮੇਂ ਅਕਾਲੀ ਆਗੂ ਜਗਬੀਰ ਸਿੰਘ ਭੁੱਲਰ ਨਾਲ ਪਾਰਟੀ ਆਗੂ। (393, 221, 576, 238)
page-number: 7 (1466, 7, 1504, 39)
bedakhli-list (8, 74, 191, 450)
paragraph: ਉਨ੍ਹਾਂ ਕਿਹਾ ਕਿ ਸਿੱਖ ਧਰਮ ਦੇ ਸਿਧਾਂਤ ਸਰਬੱਤ ਦੇ ਭਲੇ ਦੀ ਗੱਲ ਕਰਦੇ ਹਨ ਅਤੇ ਕਿਸੇ ਵੀ ਤਰ੍ਹਾਂ ਦੀ ਵੰਡ ਨੂੰ ਪ੍ਰਵਾਨ ਨਹੀਂ ਕਰਦੇ। (591, 464, 773, 482)
lead-story-body (204, 127, 578, 296)
logo-part1: ਹੱਕ ਸੱਚ (8, 5, 98, 41)
jump-head: ਪੰਜਾਬ ਪੁਲਿਸ ਤੋਂ ਉੱਠਿਆ ... (393, 603, 576, 620)
dateline: ਲੁਧਿਆਣਾ, 30 ਸਤੰਬਰ (ਅੰਗਰੇਜ਼) - ਪੰਜਾਬ ਚ ਰਹਿੰਦੇ ਯੂ ਪੀ ਅਤੇ ਬਿਹਾਰ ਦੇ ਲੋਕਾਂ ਖਿਲਾਫ ਨਫਰਤ ਫੈਲਾਈ ਜਾ ਰਹੀ ਹੈ। (591, 236, 773, 254)
jump-head: 3 ਅਕਤੂਬਰ ਨੂੰ ਲਖੀਮਪੁਰ ਖੀਰੀ... (220, 375, 371, 390)
divider (591, 404, 961, 406)
list-item: ਮੈਂ ਗੁਰਮੀਤ ਸਿੰਘ ਪੁੱਤਰ ਸਵ. ਨਿਰੰਜਨ ਸਿੰਘ ਵਾਸੀ ਦੁਗਰੀ, ਲੁਧਿਆਣਾ ਨੇ ਆਪਣੇ ਲੜਕੇ ਨੂੰ ਜੋ ਮੇਰੀ ਆਗਿਆ ਤੋਂ ਬਾਹਰ ਹੈ ਬੇਦਖਲ ਕੀਤਾ ਹੈ। (8, 312, 191, 330)
paragraph: ਉਨ੍ਹਾਂ ਕਿਹਾ ਕਿ ਕਿਸੇ ਵੀ ਤਰ੍ਹਾਂ ਦੀ ਹਿੰਸਾ ਨੂੰ ਬਰਦਾਸ਼ਤ ਨਹੀਂ ਕੀਤਾ ਜਾਵੇਗਾ ਅਤੇ ਦੋਸ਼ੀਆਂ ਖਿਲਾਫ ਕਾਨੂੰਨੀ ਕਾਰਵਾਈ ਕੀਤੀ ਜਾਵੇਗੀ। (779, 541, 961, 560)
paragraph: ਉਨ੍ਹਾਂ ਦੱਸਿਆ ਕਿ ਪੰਜਾਬ ਵਿੱਚ ਵੱਖ-ਵੱਖ ਇਕਾਈਆਂ ਸਰਗਰਮ ਹਨ ਅਤੇ ਇਨ੍ਹਾਂ ਦੀਆਂ ਗਤੀਵਿਧੀਆਂ ਉੱਤੇ ਨਜ਼ਰ ਰੱਖੀ ਜਾ ਰਹੀ ਹੈ। (591, 683, 773, 701)
paragraph: ਉਨ੍ਹਾਂ ਕਿਹਾ ਕਿ ਨੌਜਵਾਨਾਂ ਨੂੰ ਨਸ਼ਿਆਂ ਤੋਂ ਬਚਾਉਣ ਲਈ ਸਾਂਝੇ ਯਤਨ ਕਰਨ ਦੀ ਲੋੜ ਹੈ। (393, 478, 576, 496)
column-second-lead (591, 50, 961, 1041)
box-col-b (779, 411, 961, 564)
divider (8, 706, 191, 707)
list-item: I Preeti W/O Pankaj Gupta R/O B-34-9221, Joshi Nagar, Haibowal Kalan Ludhiana Hereby Declare That In School Record Of My Son Naitik Mittal My Name Written As Preeti Mittal Is Incorrect, My Correct Name Is Preeti, Concerned Note. (8, 834, 191, 884)
second-headline: ਯੂ ਪੀ-ਬਿਹਾਰ ਦੇ ਲੋਕਾਂ ਖਿਲਾਫ ਸਾਜਿਸ਼ ਤਹਿਤ ਸੂਬੇ 'ਚ ਫੈਲਾਈ ਜਾ ਰਹੀ ਨਫਰਤ : ਰਾਜੇਸ਼ ਮਿਸ਼ਰਾ (591, 50, 961, 108)
list-item: ਮੈਂ ਹਰਬੰਸ ਸਿੰਘ ਪੁੱਤਰ ਜੋਗਿੰਦਰ ਸਿੰਘ ਵਾਸੀ ਪਿੰਡ ਰਾਜਗੜ੍ਹ, ਤਹਿਸੀਲ ਪਾਇਲ, ਜਿਲ੍ਹਾ ਲੁਧਿਆਣਾ ਨੇ ਆਪਣੇ ਲੜਕੇ ਨੂੰ ਜੋ ਕਿ ਮੇਰੀ ਗੱਲ ਨਹੀਂ ਮੰਨਦਾ ਬੇਦਖਲ ਕਰ ਦਿੱਤਾ ਹੈ। (8, 196, 191, 223)
list-item: ਮੈਂ ਪੁਰਾਣੀ ਪਤਨੀ ਵਾਲੀ ਜਿਹੜੀ ਪੁਰਾਣੀ ਵਸੀਅਤ ਪਹਿਲਾਂ ਲਿਖੀ ਹੋਈ ਸੀ ਉਸ ਨੂੰ ਰੱਦ ਕਰਦਾ ਹਾਂ। ਨਵੀਂ ਵਸੀਅਤ ਅਨੁਸਾਰ ਜਾਇਦਾਦ ਦਾ ਵੇਰਵਾ ਦਰਜ ਕੀਤਾ ਗਿਆ ਹੈ। ਜੇ ਕਿਸੇ ਨੂੰ ਕੋਈ ਇਤਰਾਜ਼ ਹੋਵੇ ਤਾਂ ਸਬੰਧਤ ਦਫਤਰ ਵਿੱਚ 15 ਦਿਨਾਂ ਦੇ ਅੰਦਰ ਸੰਪਰਕ ਕਰੇ। (8, 664, 191, 701)
paragraph: ਮਿਸ�਼ਰਾ ਨੇ ਕਿਹਾ ਕਿ ਪੰਜਾਬ ਦੀ ਧਰਤੀ ਨੇ ਹਮੇਸ਼ਾ ਸਾਰਿਆਂ ਨੂੰ ਗਲੇ ਲਗਾਇਆ ਹੈ ਅਤੇ ਭਾਈਚਾਰਕ ਸਾਂਝ ਦੀ ਮਿਸਾਲ ਕਾਇਮ ਕੀਤੀ ਹੈ। (591, 311, 773, 329)
box-col-a (591, 411, 773, 740)
notice-box-2 (8, 890, 191, 975)
paragraph: ਪੰਜਾਬ ਪੁਲਿਸ ਦੀ ਕਾਰਵਾਈ ਉੱਤੇ ਸਵਾਲ ਉਠਾਏ ਗਏ ਹਨ। ਆਗੂਆਂ ਨੇ ਕਿਹਾ ਕਿ ਨਿਰਪੱਖ ਜਾਂਚ ਹੋਣੀ ਚਾਹੀਦੀ ਹੈ ਤਾਂ ਜੋ ਦੋਸ਼ੀਆਂ ਨੂੰ ਸਜ਼ਾ ਮਿਲ ਸਕੇ। (393, 624, 576, 642)
jump-head: ਕਿਸਾਨ ਗੁਰਮੀਤ ਸਿੰਘ ਦਾ ... (232, 481, 359, 496)
lead-col-a (204, 127, 387, 243)
jump-head: ਮੋਹਨ ਭਾਗਵਤ ਦੀ ਸੰਘ ਸੰਸਥਾਂ ... (393, 749, 576, 766)
newspaper-logo (8, 5, 262, 41)
